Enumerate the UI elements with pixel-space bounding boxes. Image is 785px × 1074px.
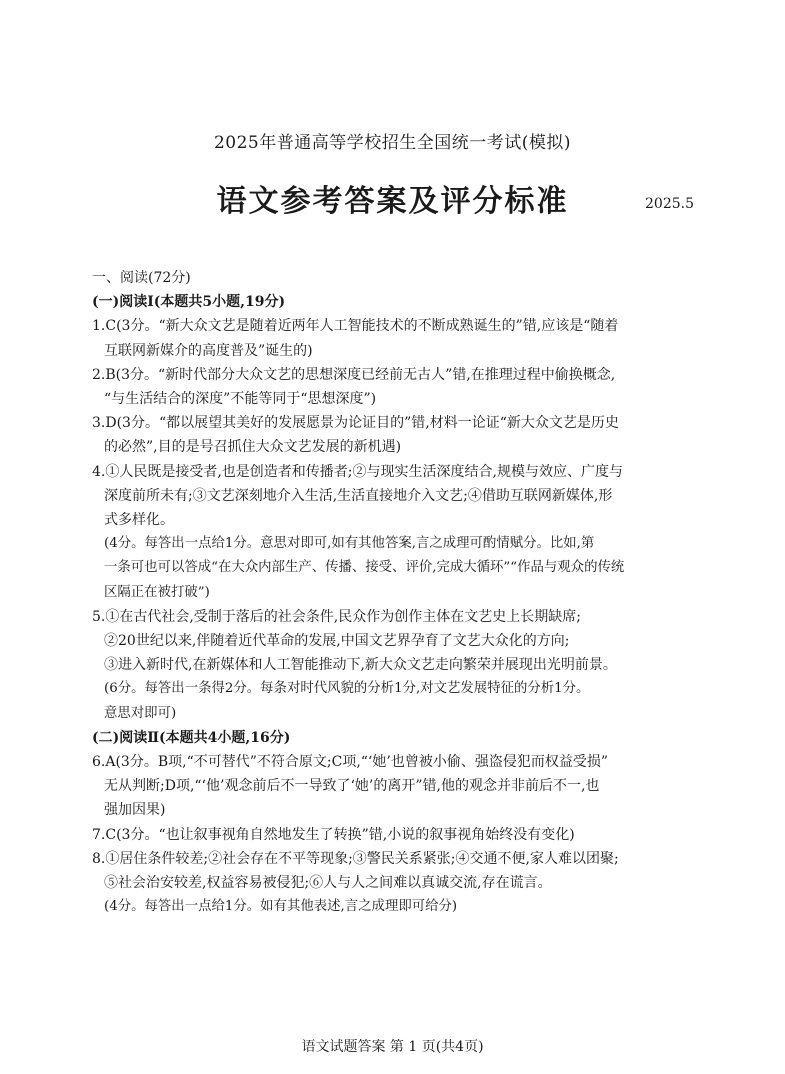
answer-line: 7.C(3分。“也让叙事视角自然地发生了转换”错,小说的叙事视角始终没有变化)	[92, 826, 575, 843]
answer-content	[92, 266, 700, 919]
exam-title: 2025年普通高等学校招生全国统一考试(模拟)	[213, 133, 572, 153]
answer-line: ⑤社会治安较差,权益容易被侵犯;⑥人与人之间难以真诚交流,存在谎言。	[104, 875, 552, 892]
answer-line: 式多样化。	[104, 512, 174, 529]
answer-line: 1.C(3分。“新大众文艺是随着近两年人工智能技术的不断成熟诞生的”错,应该是“随着	[92, 318, 619, 335]
answer-line: ③进入新时代,在新媒体和人工智能推动下,新大众文艺走向繁荣并展现出光明前景。	[104, 657, 617, 674]
main-title: 语文参考答案及评分标准	[216, 184, 569, 219]
answer-line: 8.①居住条件较差;②社会存在不平等现象;③警民关系紧张;④交通不便,家人难以团聚;	[92, 850, 619, 867]
answer-line: “与生活结合的深度”不能等同于“思想深度”)	[104, 391, 377, 408]
answer-line: ②20世纪以来,伴随着近代革命的发展,中国文艺界孕育了文艺大众化的方向;	[104, 633, 570, 650]
answer-line: 的必然”,目的是号召抓住大众文艺发展的新机遇)	[104, 439, 402, 456]
scoring-note-line: (4分。每答出一点给1分。意思对即可,如有其他答案,言之成理可酌情赋分。比如,第	[104, 536, 595, 552]
scoring-note-line: 一条可也可以答成“在大众内部生产、传播、接受、评价,完成大循环”“作品与观众的传统	[104, 560, 625, 576]
answer-line: 4.①人民既是接受者,也是创造者和传播者;②与现实生活深度结合,规模与效应、广度与	[92, 463, 623, 480]
answer-line: 深度前所未有;③文艺深刻地介入生活,生活直接地介入文艺;④借助互联网新媒体,形	[104, 487, 613, 504]
scoring-note-line: (6分。每答出一条得2分。每条对时代风貌的分析1分,对文艺发展特征的分析1分。	[104, 681, 590, 697]
answer-line: 3.D(3分。“都以展望其美好的发展愿景为论证目的”错,材料一论证“新大众文艺是历史	[92, 415, 619, 432]
document-date: 2025.5	[645, 196, 694, 212]
answer-line: 强加因果)	[104, 802, 166, 819]
answer-line: 6.A(3分。B项,“不可替代”不符合原文;C项,“‘她’也曾被小偷、强盗侵犯而权益受损”	[92, 754, 608, 771]
answer-line: 无从判断;D项,“‘他’观念前后不一导致了‘她’的离开”错,他的观念并非前后不一,也	[104, 778, 600, 795]
answer-line: 2.B(3分。“新时代部分大众文艺的思想深度已经前无古人”错,在推理过程中偷换概念,	[92, 366, 616, 383]
subsection-heading: (一)阅读Ⅰ(本题共5小题,19分)	[92, 294, 286, 311]
answer-line: 5.①在古代社会,受制于落后的社会条件,民众作为创作主体在文艺史上长期缺席;	[92, 608, 581, 625]
section-heading: 一、阅读(72分)	[92, 270, 191, 286]
page-footer: 语文试题答案 第 1 页(共4页)	[301, 1039, 484, 1055]
scoring-note-line: 区隔正在被打破”)	[104, 584, 210, 600]
subsection-heading: (二)阅读Ⅱ(本题共4小题,16分)	[92, 729, 291, 746]
scoring-note-line: (4分。每答出一点给1分。如有其他表述,言之成理即可给分)	[104, 899, 458, 915]
scoring-note-line: 意思对即可)	[104, 705, 177, 721]
answer-line: 互联网新媒介的高度普及”诞生的)	[104, 342, 313, 359]
